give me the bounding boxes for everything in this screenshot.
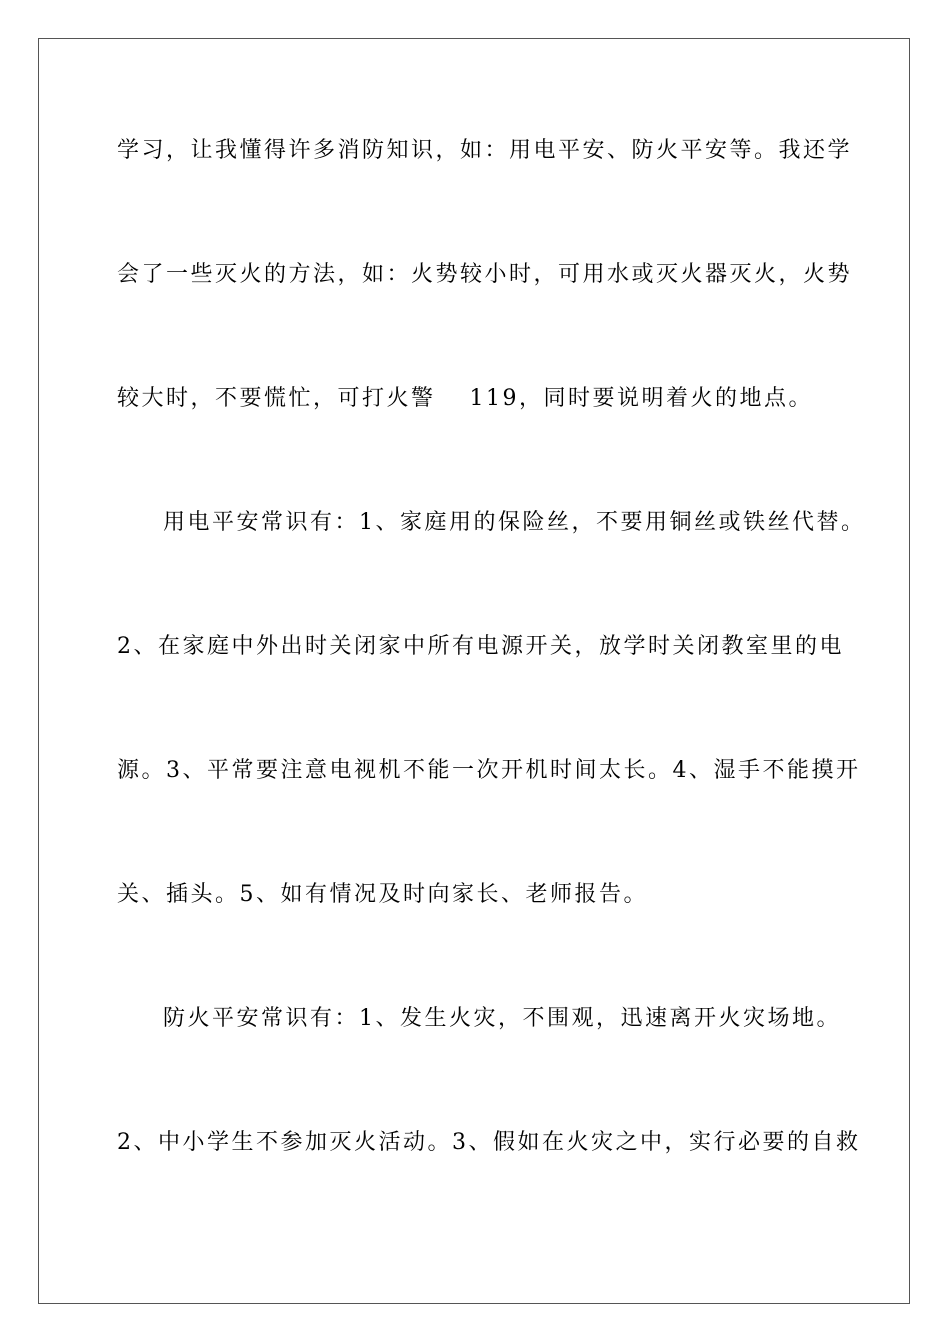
text-line-8: 防火平安常识有：1、发生火灾，不围观，迅速离开火灾场地。	[163, 1006, 841, 1031]
text-line-9: 2、中小学生不参加灭火活动。3、假如在火灾之中，实行必要的自救	[117, 1130, 861, 1155]
text-line-4: 用电平安常识有：1、家庭用的保险丝，不要用铜丝或铁丝代替。	[163, 510, 866, 535]
text-line-7: 关、插头。5、如有情况及时向家长、老师报告。	[117, 882, 648, 907]
text-line-5: 2、在家庭中外出时关闭家中所有电源开关，放学时关闭教室里的电	[117, 634, 844, 659]
page-border	[38, 38, 910, 1304]
text-line-2: 会了一些灭火的方法，如：火势较小时，可用水或灭火器灭火，火势	[117, 262, 853, 287]
text-line-6: 源。3、平常要注意电视机不能一次开机时间太长。4、湿手不能摸开	[117, 758, 861, 783]
text-line-1: 学习，让我懂得许多消防知识，如：用电平安、防火平安等。我还学	[117, 138, 853, 163]
text-line-3: 较大时，不要慌忙，可打火警 119，同时要说明着火的地点。	[117, 386, 813, 411]
